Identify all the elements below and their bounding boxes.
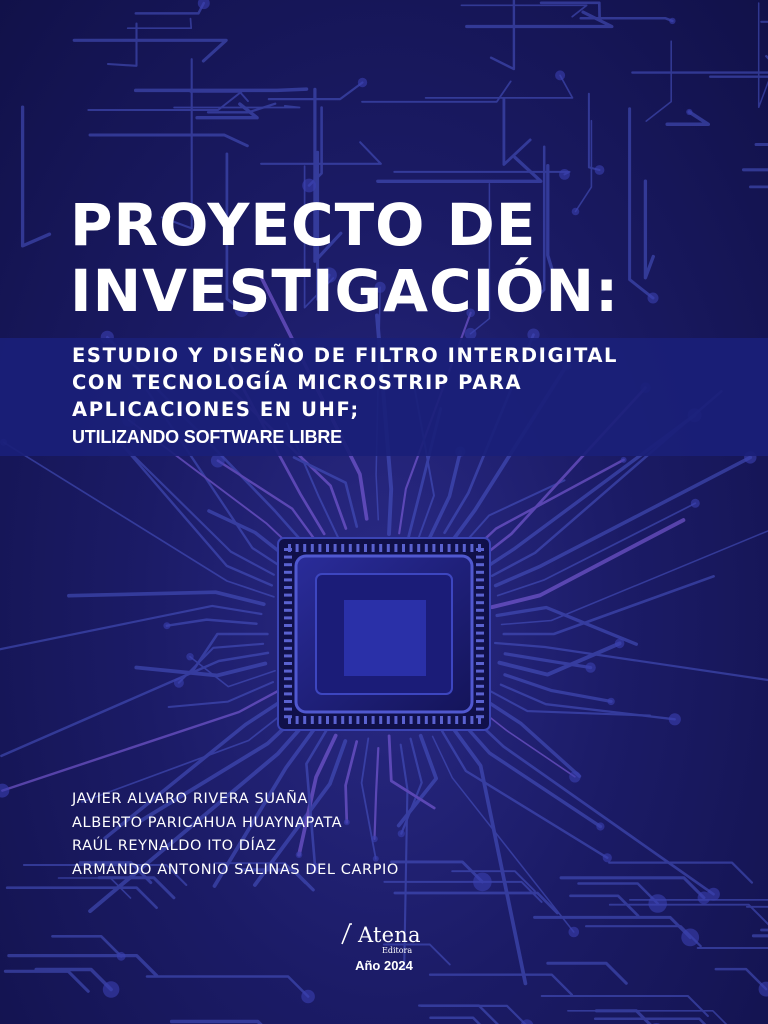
circuit-pad — [358, 78, 367, 87]
circuit-pad — [681, 929, 699, 947]
chip-pin — [284, 639, 292, 642]
chip-pin — [364, 716, 367, 724]
atena-mark-icon — [340, 922, 360, 946]
circuit-pad — [698, 892, 711, 905]
chip-pin — [448, 716, 451, 724]
chip-pin — [476, 548, 484, 551]
chip-pin — [387, 716, 390, 724]
chip-pin — [303, 716, 306, 724]
chip-pin — [476, 647, 484, 650]
circuit-trace — [502, 528, 768, 625]
chip-pin — [476, 715, 484, 718]
circuit-trace — [535, 917, 691, 937]
circuit-pad — [615, 639, 625, 649]
chip-pin — [387, 544, 390, 552]
chip-pin — [284, 670, 292, 673]
circuit-trace — [756, 145, 768, 149]
chip-pin — [284, 609, 292, 612]
circuit-pad — [559, 169, 570, 180]
chip-pin — [284, 563, 292, 566]
chip-pin — [440, 544, 443, 552]
chip-pin — [476, 571, 484, 574]
chip-pin — [284, 715, 292, 718]
chip-pin — [284, 586, 292, 589]
chip-pin — [284, 700, 292, 703]
circuit-trace — [542, 996, 708, 1016]
chip-pin — [379, 716, 382, 724]
chip-pin — [326, 716, 329, 724]
chip-pin — [476, 609, 484, 612]
title-line-2: INVESTIGACIÓN: — [70, 257, 620, 325]
chip-pin — [432, 716, 435, 724]
chip-pin — [440, 716, 443, 724]
chip-pin — [349, 544, 352, 552]
circuit-pad — [186, 653, 193, 660]
chip-pin — [470, 544, 473, 552]
chip-pin — [410, 716, 413, 724]
chip-pin — [417, 544, 420, 552]
chip-pin — [394, 544, 397, 552]
publisher-subtitle: Editora — [382, 946, 413, 955]
author-list — [72, 788, 399, 882]
chip-pin — [476, 563, 484, 566]
publisher-logo — [338, 920, 430, 973]
circuit-pad — [585, 662, 595, 672]
chip-pin — [284, 616, 292, 619]
circuit-trace — [698, 948, 768, 968]
chip-pin — [284, 601, 292, 604]
circuit-trace — [179, 644, 263, 683]
chip-pin — [296, 716, 299, 724]
chip-pin — [311, 716, 314, 724]
chip-pin — [284, 708, 292, 711]
chip-pin — [455, 544, 458, 552]
circuit-pad — [596, 822, 604, 830]
chip-pin — [455, 716, 458, 724]
chip-pin — [334, 544, 337, 552]
circuit-trace — [761, 1, 768, 22]
circuit-trace — [716, 969, 766, 989]
chip-pin — [341, 716, 344, 724]
chip-pin — [364, 544, 367, 552]
circuit-pad — [473, 873, 492, 892]
circuit-trace — [754, 936, 768, 956]
chip-pin — [470, 716, 473, 724]
chip-pin — [402, 716, 405, 724]
circuit-trace — [431, 1018, 494, 1024]
subtitle-line-4: UTILIZANDO SOFTWARE LIBRE — [72, 427, 342, 447]
circuit-trace — [646, 41, 671, 121]
circuit-trace — [53, 936, 122, 956]
chip-pin — [476, 624, 484, 627]
chip-pin — [284, 632, 292, 635]
chip-pin — [284, 578, 292, 581]
chip-pin — [284, 571, 292, 574]
circuit-trace — [399, 736, 437, 826]
chip-pin — [284, 685, 292, 688]
circuit-trace — [7, 888, 156, 908]
circuit-pad — [103, 981, 120, 998]
chip-pin — [476, 700, 484, 703]
chip-pin — [296, 544, 299, 552]
chip-pin — [372, 716, 375, 724]
circuit-pad — [555, 70, 565, 80]
author-4: ARMANDO ANTONIO SALINAS DEL CARPIO — [72, 861, 399, 878]
chip-pin — [425, 716, 428, 724]
circuit-pad — [595, 165, 605, 175]
chip-pin — [284, 677, 292, 680]
circuit-pad — [621, 457, 627, 463]
chip-pin — [476, 594, 484, 597]
circuit-trace — [504, 576, 714, 634]
chip-pin — [334, 716, 337, 724]
circuit-trace — [750, 174, 768, 187]
circuit-trace — [2, 689, 282, 791]
author-2: ALBERTO PARICAHUA HUAYNAPATA — [72, 814, 343, 831]
circuit-trace — [492, 520, 684, 607]
subtitle-line-3: APLICACIONES EN UHF; — [72, 398, 360, 421]
circuit-pad — [669, 18, 675, 24]
chip-pin — [318, 716, 321, 724]
circuit-trace — [23, 107, 50, 246]
circuit-trace — [610, 905, 768, 925]
chip-pin — [284, 548, 292, 551]
chip-pin — [318, 544, 321, 552]
subtitle-line-1: ESTUDIO Y DISEÑO DE FILTRO INTERDIGITAL — [72, 344, 619, 367]
chip-pin — [476, 654, 484, 657]
chip-pin — [476, 662, 484, 665]
circuit-trace — [294, 457, 357, 526]
chip-pin — [284, 556, 292, 559]
circuit-trace — [568, 1011, 733, 1024]
circuit-trace — [90, 135, 247, 146]
circuit-trace — [589, 94, 600, 170]
chip-pin — [476, 601, 484, 604]
circuit-pad — [301, 990, 315, 1004]
chip-pin — [463, 716, 466, 724]
chip-pin — [284, 594, 292, 597]
circuit-pad — [603, 853, 612, 862]
chip-pin — [463, 544, 466, 552]
circuit-trace — [747, 907, 768, 927]
chip-pin — [356, 716, 359, 724]
publisher-name: Atena — [358, 923, 421, 947]
circuit-trace — [491, 1, 514, 70]
circuit-trace — [378, 157, 541, 181]
circuit-pad — [569, 771, 580, 782]
chip-pin — [476, 586, 484, 589]
circuit-trace — [548, 963, 627, 983]
circuit-trace — [433, 736, 574, 932]
chip-pin — [448, 544, 451, 552]
author-3: RAÚL REYNALDO ITO DÍAZ — [72, 838, 277, 854]
circuit-trace — [571, 896, 639, 916]
chip-pin — [284, 624, 292, 627]
title-line-1: PROYECTO DE — [70, 191, 537, 259]
author-1: JAVIER ALVARO RIVERA SUAÑA — [72, 791, 309, 807]
chip-pin — [372, 544, 375, 552]
chip-pin — [284, 654, 292, 657]
circuit-trace — [174, 106, 300, 108]
chip-pin — [410, 544, 413, 552]
chip-pin — [417, 716, 420, 724]
chip-pin — [425, 544, 428, 552]
chip-pin — [379, 544, 382, 552]
circuit-pad — [669, 713, 681, 725]
circuit-trace — [596, 1011, 656, 1024]
circuit-pad — [648, 894, 667, 913]
circuit-trace — [147, 977, 308, 997]
chip-pin — [402, 544, 405, 552]
circuit-trace — [108, 24, 137, 66]
circuit-pad — [163, 622, 170, 629]
chip-pin — [476, 578, 484, 581]
circuit-trace — [505, 675, 611, 702]
chip-pin — [284, 647, 292, 650]
circuit-pad — [0, 784, 9, 798]
book-title — [70, 192, 710, 324]
circuit-trace — [74, 40, 226, 61]
chip-pin — [476, 692, 484, 695]
circuit-trace — [419, 1006, 499, 1024]
circuit-pad — [117, 952, 126, 961]
chip-pin — [476, 639, 484, 642]
circuit-trace — [167, 620, 257, 626]
circuit-pad — [607, 698, 614, 705]
chip-pin — [476, 632, 484, 635]
circuit-trace — [5, 971, 88, 991]
circuit-pad — [198, 0, 210, 9]
chip-pin — [349, 716, 352, 724]
chip-pin — [476, 685, 484, 688]
chip-pin — [341, 544, 344, 552]
chip-pin — [284, 692, 292, 695]
chip-pin — [476, 556, 484, 559]
circuit-pad — [686, 109, 692, 115]
circuit-pad — [174, 678, 184, 688]
chip-pin — [326, 544, 329, 552]
circuit-trace — [504, 98, 530, 164]
circuit-trace — [430, 975, 572, 995]
circuit-trace — [469, 714, 714, 894]
chip-pin — [394, 716, 397, 724]
chip-pin — [432, 544, 435, 552]
circuit-trace — [426, 75, 573, 98]
circuit-trace — [136, 3, 204, 13]
circuit-trace — [744, 158, 768, 170]
subtitle-band — [0, 338, 768, 456]
chip-pin — [476, 708, 484, 711]
circuit-trace — [632, 56, 768, 72]
circuit-trace — [136, 89, 307, 90]
chip-pin — [303, 544, 306, 552]
chip-pin — [476, 670, 484, 673]
microchip-icon — [278, 538, 490, 730]
publication-year: Año 2024 — [355, 958, 413, 973]
subtitle-line-2: CON TECNOLOGÍA MICROSTRIP PARA — [72, 371, 523, 394]
chip-pin — [356, 544, 359, 552]
chip-pin — [476, 677, 484, 680]
circuit-trace — [421, 1006, 527, 1024]
chip-pin — [311, 544, 314, 552]
circuit-trace — [395, 893, 558, 913]
circuit-pad — [691, 499, 700, 508]
chip-pin — [284, 662, 292, 665]
circuit-trace — [461, 5, 586, 16]
circuit-trace — [442, 731, 607, 858]
circuit-trace — [495, 643, 768, 685]
circuit-pad — [569, 927, 580, 938]
chip-pin — [476, 616, 484, 619]
circuit-trace — [69, 592, 264, 604]
